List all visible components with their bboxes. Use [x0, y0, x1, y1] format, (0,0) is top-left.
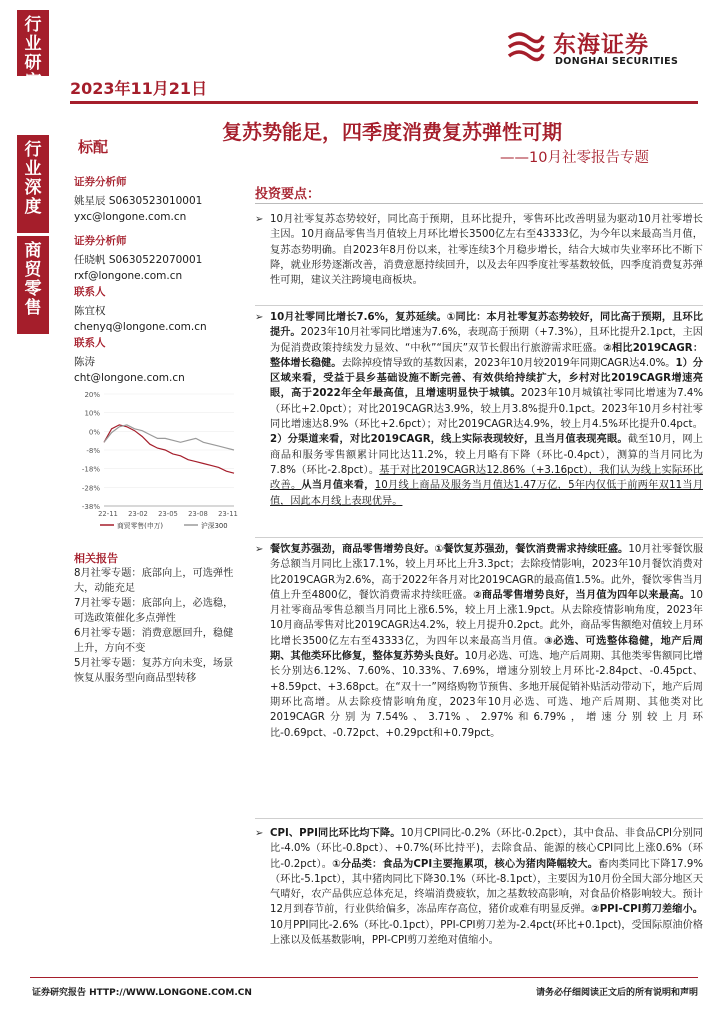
related-report-item[interactable]: 8月社零专题：底部向上，可选弹性大，动能充足 [74, 568, 234, 594]
y-tick-label: 20% [84, 391, 100, 399]
x-tick-label: 23-11 [218, 510, 238, 518]
header-divider [70, 101, 698, 104]
legend-label: 商贸零售(申万) [117, 522, 164, 530]
logo-text-cn: 东海证券 [553, 32, 649, 58]
contact-name: 陈宜权 [74, 305, 106, 317]
logo-text-en: DONGHAI SECURITIES [555, 56, 679, 67]
related-report-item[interactable]: 5月社零专题：复苏方向未变，场景恢复从服务型向商品型转移 [74, 658, 234, 684]
related-reports-title: 相关报告 [74, 552, 118, 565]
contact-email[interactable]: chenyq@longone.com.cn [74, 321, 207, 333]
logo-wave-icon [505, 28, 545, 64]
x-tick-label: 22-11 [98, 510, 118, 518]
bullet-arrow-icon: ➢ [255, 544, 264, 555]
analyst-email[interactable]: yxc@longone.com.cn [74, 211, 187, 223]
report-title: 复苏势能足，四季度消费复苏弹性可期 [222, 120, 562, 144]
series-line-2 [104, 425, 234, 450]
tab-industry-depth: 行 业 深 度 [17, 135, 49, 233]
key-point-summary: ➢ 10月社零复苏态势较好，同比高于预期，且环比提升，零售环比改善明显为驱动10月社零增长主因。10月商品零售当月值较上月环比增长3500亿左右至43333亿，为今年以来最高当月值，复苏态势明确。自2023年8月份以来，社零连续3个月稳步增长，结合大城市失业率环比不断下降，就业形势逐渐改善，消费意愿持续回升，以及去年四季度社零基数较低，四季度消费复苏弹性可期，建议关注跨境电商板块。 [255, 214, 703, 287]
y-tick-label: -18% [81, 465, 100, 474]
contact-label: 联系人 [74, 337, 106, 349]
x-tick-label: 23-05 [158, 510, 178, 518]
y-tick-label: 0% [88, 428, 100, 437]
footer-source: 证券研究报告 HTTP://WWW.LONGONE.COM.CN [32, 988, 252, 998]
analyst-name: 姚星辰 S0630523010001 [74, 195, 203, 207]
key-points-divider [255, 203, 703, 204]
y-tick-label: -8% [86, 447, 100, 455]
key-point-retail: ➢ 10月社零同比增长7.6%，复苏延续。①同比：本月社零复苏态势较好，同比高于预期，且环比提升。2023年10月社零同比增速为7.6%，表现高于预期（+7.3%），且环比提升2.1pct，主因为促消费政策持续发力显效、“中秋”“国庆”双节长假出行旅游需求旺盛。②相比2019CAGR：整体增长稳健。去除掉疫情导致的基数因素，2023年10月较2019年同期CAGR达4.0%。1）分区域来看，受益于县乡基础设施不断完善、有效供给持续扩大，乡村对比2019CAGR增速亮眼，高于2022年全年最高值，且增速明显快于城镇。2023年10月城镇社零同比增速为7.4%（环比+2.0pct）；对比2019CAGR达3.9%，较上月3.8%提升0.1pct。2023年10月乡村社零同比增速达8.9%（环比+2.6pct）；对比2019CAGR达4.9%，较上月4.5%环比提升0.4pct。2）分渠道来看，对比2019CAGR，线上实际表现较好，且当月值表现亮眼。截至10月，网上商品和服务零售额累计同比达11.2%，较上月略有下降（环比-0.4pct），测算的当月同比为7.8%（环比-2.8pct）。基于对比2019CAGR达12.86%（+3.16pct），我们认为线上实际环比改善。从当月值来看，10月线上商品及服务当月值达1.47万亿，5年内仅低于前两年双11当月值，因此本月线上表现优异。 [255, 312, 704, 507]
analyst-label: 证券分析师 [74, 235, 127, 247]
analyst-label: 证券分析师 [74, 176, 127, 188]
key-points-title: 投资要点： [255, 187, 321, 202]
x-tick-label: 23-02 [128, 510, 148, 518]
performance-chart [74, 388, 242, 538]
report-subtitle: ——10月社零报告专题 [500, 150, 649, 166]
tab-sector: 商 贸 零 售 [17, 236, 49, 334]
related-report-item[interactable]: 7月社零专题：底部向上，必选稳，可选政策催化多点弹性 [74, 598, 234, 624]
contact-label: 联系人 [74, 286, 106, 298]
report-date: 2023年11月21日 [70, 79, 208, 98]
footer-disclaimer: 请务必仔细阅读正文后的所有说明和声明 [535, 988, 698, 998]
bullet-arrow-icon: ➢ [255, 214, 264, 225]
bullet-arrow-icon: ➢ [255, 312, 264, 323]
related-reports-list [74, 566, 240, 686]
related-report-item[interactable]: 6月社零专题：消费意愿回升，稳健上升，方向不变 [74, 628, 234, 654]
contact-name: 陈涛 [74, 356, 95, 368]
x-tick-label: 23-08 [188, 510, 208, 518]
y-tick-label: -28% [81, 484, 100, 493]
analyst-email[interactable]: rxf@longone.com.cn [74, 270, 183, 282]
key-point-cpi: ➢ CPI、PPI同比环比均下降。10月CPI同比-0.2%（环比-0.2pct），其中食品、非食品CPI分别同比-4.0%（环比-0.8pct）、+0.7%(环比持平)，去除食品、能源的核心CPI同比上涨0.6%（环比-0.2pct）。①分品类：食品为CPI主要拖累项，核心为猪肉降幅较大。畜肉类同比下降17.9%（环比-5.1pct），其中猪肉同比下降30.1%（环比-8.1pct），主要因为10月份全国大部分地区天气晴好，农产品供应总体充足，终端消费疲软，加之基数较高影响，对食品价格影响较大。预计12月到春节前，行业供给偏多，冻品库存高位，猪价或难有明显反弹。②PPI-CPI剪刀差缩小。10月PPI同比-2.6%（环比-0.1pct），PPI-CPI剪刀差为-2.4pct(环比+0.1pct)，受国际原油价格上涨以及低基数影响，PPI-CPI剪刀差绝对值缩小。 [255, 828, 704, 947]
tab-industry-research: 行 业 研 究 [17, 10, 49, 76]
industry-rating: 标配 [78, 138, 109, 156]
contact-email[interactable]: cht@longone.com.cn [74, 372, 185, 384]
y-tick-label: 10% [84, 409, 100, 418]
footer-divider [30, 977, 698, 978]
legend-label: 沪深300 [201, 522, 228, 530]
key-point-catering: ➢ 餐饮复苏强劲，商品零售增势良好。①餐饮复苏强劲，餐饮消费需求持续旺盛。10月社零餐饮服务总额当月同比上涨17.1%，较上月环比上升3.3pct；去除疫情影响，2023年10月餐饮消费对比2019CAGR为2.6%，高于2022年各月对比2019CAGR的最高值1.5%。此外，餐饮零售当月值上升至4800亿，餐饮消费需求持续旺盛。②商品零售增势良好，当月值为四年以来最高。10月社零商品零售总额当月同比上涨6.5%，较上月上涨1.9pct。从去除疫情影响角度，2023年10月商品零售对比2019CAGR达4.2%，较上月提升0.2pct。此外，商品零售额绝对值较上月环比增长3500亿左右至43333亿，为四年以来最高当月值。③必选、可选整体稳健，地产后周期、其他类环比修复，整体复苏势头良好。10月必选、可选、地产后周期、其他类零售额同比增长分别达6.12%、7.60%、10.33%、7.69%，增速分别较上月环比-2.84pct、-0.45pct、+8.59pct、+3.68pct。在“双十一”网络购物节预售、多地开展促销补贴活动带动下，地产后周期环比高增。从去除疫情影响角度，2023年10月必选、可选、地产后周期、其他类对比2019CAGR分别为7.54%、3.71%、2.97%和6.79%，增速分别较上月环比-0.69pct、-0.72pct、+0.29pct和+0.79pct。 [255, 544, 704, 739]
bullet-arrow-icon: ➢ [255, 828, 264, 839]
analyst-name: 任晓帆 S0630522070001 [74, 254, 203, 266]
analyst-info [74, 174, 236, 386]
series-line-1 [104, 425, 234, 473]
y-tick-label: -38% [81, 503, 100, 511]
company-logo [505, 26, 705, 70]
